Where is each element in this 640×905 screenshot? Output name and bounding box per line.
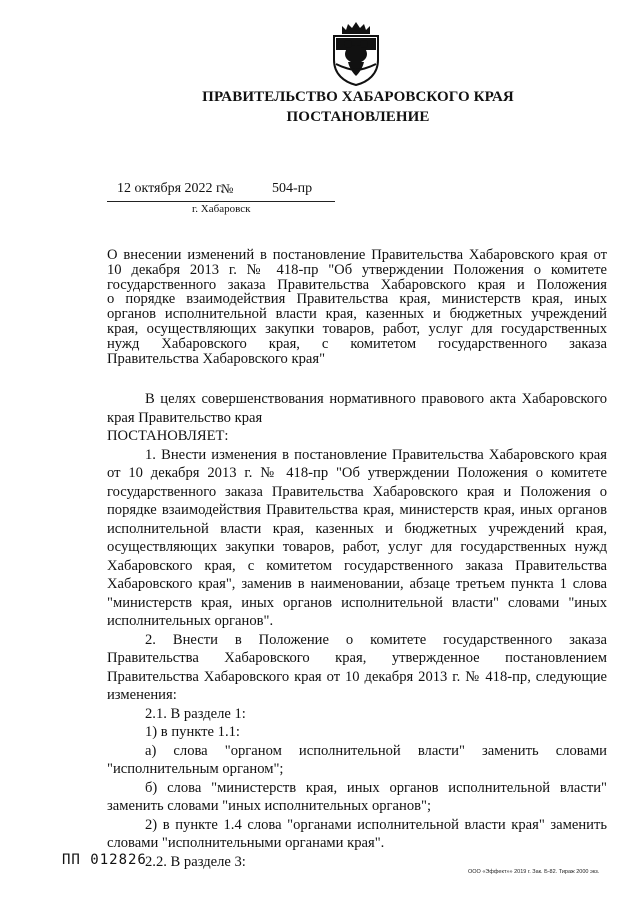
- subject-line: края, осуществляющих закупки товаров, работ, услуг для государственных: [107, 320, 607, 337]
- subject-line: 10 декабря 2013 г. № 418-пр "Об утверждении Положения о комитете: [107, 261, 607, 278]
- subitem-1: 1) в пункте 1.1:: [145, 724, 240, 740]
- document-type-title: ПОСТАНОВЛЕНИЕ: [286, 109, 430, 125]
- subitem-2: 2) в пункте 1.4 слова "органами исполнительной власти края" заменить словами "исполнительными органами края".: [107, 816, 607, 851]
- date-number-line: [107, 181, 335, 202]
- paragraph-2-1: 2.1. В разделе 1:: [145, 705, 246, 722]
- subject-line: О внесении изменений в постановление Правительства Хабаровского края от: [107, 247, 607, 263]
- subitem-a: а) слова "органом исполнительной власти" заменить словами "исполнительным органом";: [107, 742, 607, 777]
- subject-line: Правительства Хабаровского края": [107, 350, 326, 367]
- subject-line: органов исполнительной власти края, казенных и бюджетных учреждений: [107, 306, 607, 323]
- blank-serial-number: ПП 012826: [62, 852, 147, 868]
- number-sign: №: [221, 181, 234, 196]
- subject-line: нужд Хабаровского края, с комитетом государственного заказа: [107, 335, 607, 352]
- paragraph-1: 1. Внести изменения в постановление Правительства Хабаровского края от 10 декабря 2013 г. № 418-пр "Об утверждении Положения о комитете государственного заказа Правительства Хабаровского края и Положения о порядке взаимодействия Правительства края, министерств края, иных органов исполнительной власти края, казенных и бюджетных учреждений края, осуществляющих закупки товаров, работ, услуг для государственных нужд Хабаровского края, с комитетом государственного заказа Правительства Хабаровского края", заменив в наименовании, абзаце третьем пункта 1 слова "министерств края, иных органов исполнительной власти" словами "иных исполнительных органов".: [107, 446, 607, 629]
- paragraph-2-2: 2.2. В разделе 3:: [145, 853, 246, 870]
- subject-line: о порядке взаимодействия Правительства края, министерств края, иных: [107, 291, 607, 308]
- coat-of-arms-icon: [328, 20, 384, 86]
- organization-title: ПРАВИТЕЛЬСТВО ХАБАРОВСКОГО КРАЯ: [202, 89, 514, 105]
- document-date: 12 октября 2022 г.: [117, 181, 224, 196]
- paragraph-2: 2. Внести в Положение о комитете государственного заказа Правительства Хабаровского края, утвержденное постановлением Правительства Хабаровского края от 10 декабря 2013 г. № 418-пр, следующие изменения:: [107, 631, 607, 703]
- resolves-heading: ПОСТАНОВЛЯЕТ:: [107, 428, 229, 444]
- printer-imprint: ООО «Эффект»» 2019 г. Зак. Б-82. Тираж 2000 экз.: [468, 869, 600, 875]
- document-subject: [107, 248, 607, 366]
- document-body: [107, 390, 607, 871]
- intro-paragraph: В целях совершенствования нормативного правового акта Хабаровского края Правительство края: [107, 391, 607, 426]
- subitem-b: б) слова "министерств края, иных органов исполнительной власти" заменить словами "иных исполнительных органов";: [107, 779, 607, 814]
- document-number: 504-пр: [272, 181, 313, 196]
- subject-line: государственного заказа Правительства Хабаровского края и Положения: [107, 276, 607, 293]
- document-city: г. Хабаровск: [192, 203, 251, 215]
